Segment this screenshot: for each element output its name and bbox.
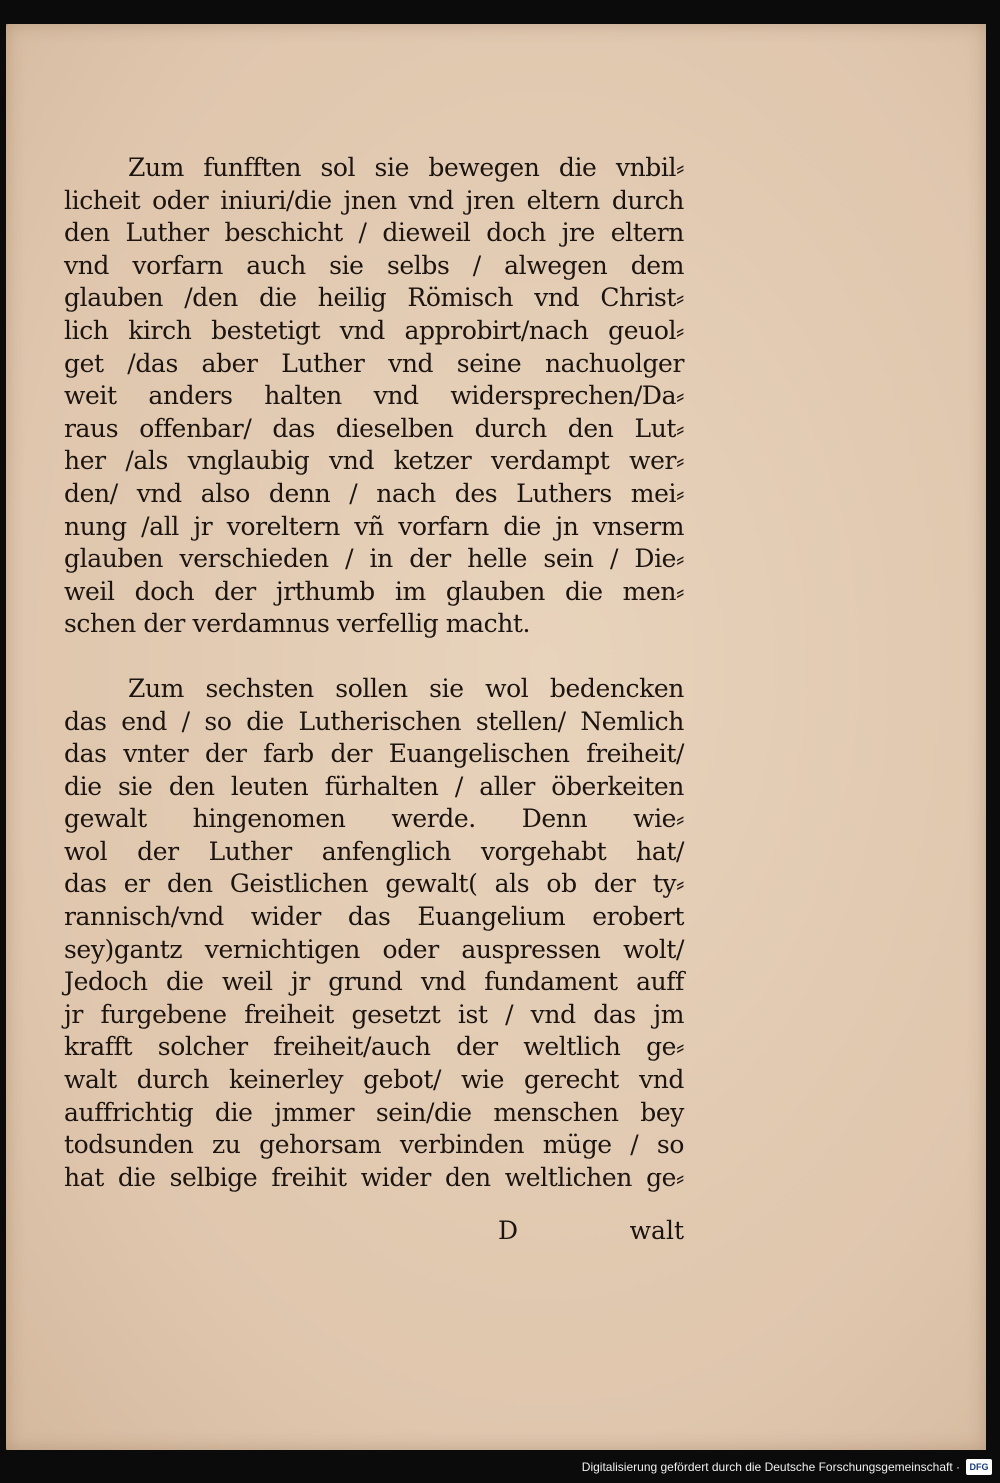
text-line: nung /all jr voreltern vñ vorfarn die jn vnserm [64, 511, 684, 541]
text-line: das end / so die Lutherischen stellen/ Nemlich [64, 706, 684, 736]
text-line: krafft solcher freiheit/auch der weltlich ge⸗ [64, 1032, 684, 1062]
text-line: lich kirch bestetigt vnd approbirt/nach geuol⸗ [64, 315, 684, 345]
paragraph-2 [64, 673, 684, 1195]
text-line: weit anders halten vnd widersprechen/Da⸗ [64, 381, 684, 411]
text-line: raus offenbar/ das dieselben durch den Lut⸗ [64, 413, 684, 443]
text-line: todsunden zu gehorsam verbinden müge / so [64, 1130, 684, 1160]
text-line: her /als vnglaubig vnd ketzer verdampt wer⸗ [64, 446, 684, 476]
text-line: glauben verschieden / in der helle sein / Die⸗ [64, 544, 684, 574]
dfg-logo: DFG [966, 1459, 992, 1475]
text-line: den/ vnd also denn / nach des Luthers mei⸗ [64, 478, 684, 508]
text-line: vnd vorfarn auch sie selbs / alwegen dem [64, 250, 684, 280]
text-line: glauben /den die heilig Römisch vnd Christ⸗ [64, 283, 684, 313]
text-line: licheit oder iniuri/die jnen vnd jren eltern durch [64, 185, 684, 215]
credit-text: Digitalisierung gefördert durch die Deutsche Forschungsgemeinschaft · [581, 1460, 960, 1474]
page-text-block [64, 152, 684, 1194]
text-line: das vnter der farb der Euangelischen freiheit/ [64, 739, 684, 769]
text-line: hat die selbige freihit wider den weltlichen ge⸗ [64, 1162, 684, 1192]
text-line: Zum sechsten sollen sie wol bedencken [128, 673, 684, 703]
text-line: gewalt hingenomen werde. Denn wie⸗ [64, 804, 684, 834]
text-line: jr furgebene freiheit gesetzt ist / vnd das jm [64, 999, 684, 1029]
book-page [6, 24, 986, 1450]
catchword: walt [629, 1216, 684, 1245]
signature-mark: D [498, 1216, 519, 1245]
paragraph-1 [64, 152, 684, 641]
text-line: wol der Luther anfenglich vorgehabt hat/ [64, 836, 684, 866]
text-line: Zum funfften sol sie bewegen die vnbil⸗ [128, 153, 684, 182]
text-line: auffrichtig die jmmer sein/die menschen bey [64, 1097, 684, 1127]
text-line: den Luther beschicht / dieweil doch jre eltern [64, 218, 684, 248]
digitization-credit [582, 1455, 992, 1479]
text-line: walt durch keinerley gebot/ wie gerecht vnd [64, 1065, 684, 1095]
text-line: weil doch der jrthumb im glauben die men⸗ [64, 576, 684, 606]
text-line: die sie den leuten fürhalten / aller öberkeiten [64, 771, 684, 801]
text-line: rannisch/vnd wider das Euangelium erobert [64, 902, 684, 932]
text-line: Jedoch die weil jr grund vnd fundament auff [64, 967, 684, 997]
text-line: sey)gantz vernichtigen oder auspressen wolt/ [64, 934, 684, 964]
text-line: schen der verdamnus verfellig macht. [64, 609, 531, 639]
page-footer-marks [498, 1216, 684, 1250]
text-line: get /das aber Luther vnd seine nachuolger [64, 348, 684, 378]
text-line: das er den Geistlichen gewalt( als ob der ty⸗ [64, 869, 684, 899]
